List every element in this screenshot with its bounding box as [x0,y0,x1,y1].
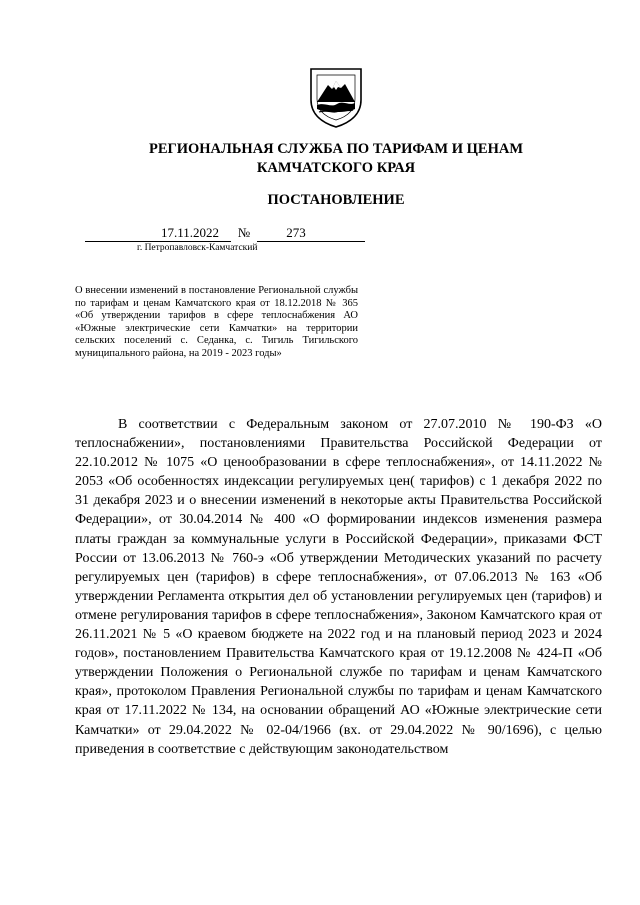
issuing-city: г. Петропавловск-Камчатский [137,243,258,253]
document-subject: О внесении изменений в постановление Региональной службы по тарифам и ценам Камчатского края от 18.12.2018 № 365 «Об утверждении тарифов в сфере теплоснабжения АО «Южные электрические сети Камчатки» на территории сельских поселений с. Седанка, с. Тигиль Тигильского муниципального района, на 2019 - 2023 годы» [75,285,358,359]
body-paragraph: В соответствии с Федеральным законом от 27.07.2010 № 190-ФЗ «О теплоснабжении», постановлениями Правительства Российской Федерации от 22.10.2012 № 1075 «О ценообразовании в сфере теплоснабжения», от 14.11.2022 № 2053 «Об особенностях индексации регулируемых цен( тарифов) с 1 декабря 2022 по 31 декабря 2023 и о внесении изменений в некоторые акты Правительства Российской Федерации», от 30.04.2014 № 400 «О формировании индексов изменения размера платы граждан за коммунальные услуги в Российской Федерации», приказами ФСТ России от 13.06.2013 № 760-э «Об утверждении Методических указаний по расчету регулируемых цен (тарифов) в сфере теплоснабжения», от 07.06.2013 № 163 «Об утверждении Регламента открытия дел об установлении регулируемых цен (тарифов) и отмене регулирования тарифов в сфере теплоснабжения», Законом Камчатского края от 26.11.2021 № 5 «О краевом бюджете на 2022 год и на плановый период 2023 и 2024 годов», постановлением Правительства Камчатского края от 19.12.2008 № 424-П «Об утверждении Положения о Региональной службе по тарифам и ценам Камчатского края», протоколом Правления Региональной службы по тарифам и ценам Камчатского края от 17.11.2022 № 134, на основании обращений АО «Южные электрические сети Камчатки» от 29.04.2022 № 02-04/1966 (вх. от 29.04.2022 № 90/1696), с целью приведения в соответствие с действующим законодательством [75,417,602,757]
org-title-line1: РЕГИОНАЛЬНАЯ СЛУЖБА ПО ТАРИФАМ И ЦЕНАМ [148,141,524,157]
org-title-line2: КАМЧАТСКОГО КРАЯ [256,160,416,176]
registration-line [75,225,365,243]
kamchatka-coat-of-arms-icon [307,66,365,128]
document-type: ПОСТАНОВЛЕНИЕ [267,192,405,208]
number-sign: № [237,225,251,240]
document-number: 273 [257,225,365,242]
document-date: 17.11.2022 [85,225,231,242]
org-title [100,140,572,178]
